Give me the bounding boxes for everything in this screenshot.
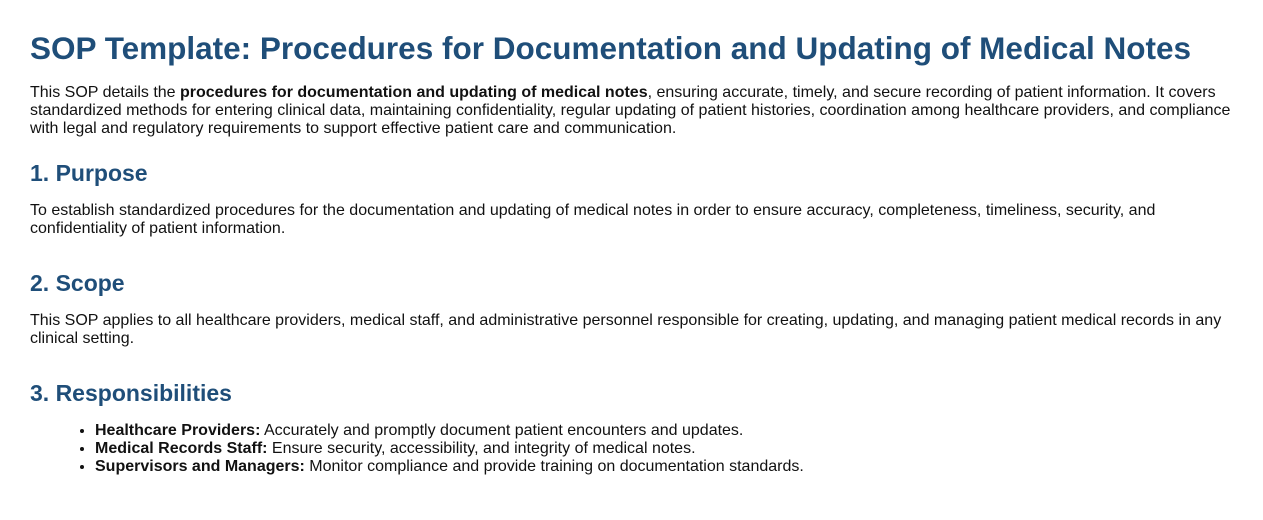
list-item-label: Medical Records Staff: <box>95 440 268 457</box>
list-item-text: Monitor compliance and provide training on documentation standards. <box>304 458 804 475</box>
purpose-text: To establish standardized procedures for the documentation and updating of medical notes in order to ensure accuracy, completeness, timeliness, security, and confidentiality of patient information. <box>30 202 1156 237</box>
list-item <box>95 422 1233 440</box>
list-item-label: Supervisors and Managers: <box>95 458 305 475</box>
intro-suffix: , ensuring accurate, timely, and secure recording of patient information. It covers standardized methods for entering clinical data, maintaining confidentiality, regular updating of patient histories, coordination among healthcare providers, and compliance with legal and regulatory requirements to support effective patient care and communication. <box>30 84 1231 137</box>
list-item <box>95 440 1233 458</box>
intro-bold-phrase: procedures for documentation and updating of medical notes <box>180 84 648 101</box>
page-title: SOP Template: Procedures for Documentation and Updating of Medical Notes <box>30 30 1191 66</box>
responsibilities-list <box>30 422 1233 476</box>
section-heading-scope: 2. Scope <box>30 270 125 296</box>
list-item-label: Healthcare Providers: <box>95 422 261 439</box>
list-item-text: Accurately and promptly document patient encounters and updates. <box>260 422 744 439</box>
list-item <box>95 458 1233 476</box>
section-heading-purpose: 1. Purpose <box>30 160 148 186</box>
intro-prefix: This SOP details the <box>30 84 180 101</box>
section-heading-responsibilities: 3. Responsibilities <box>30 380 232 406</box>
intro-paragraph <box>30 84 1233 138</box>
scope-text: This SOP applies to all healthcare providers, medical staff, and administrative personnel responsible for creating, updating, and managing patient medical records in any clinical setting. <box>30 312 1222 347</box>
list-item-text: Ensure security, accessibility, and integrity of medical notes. <box>267 440 696 457</box>
